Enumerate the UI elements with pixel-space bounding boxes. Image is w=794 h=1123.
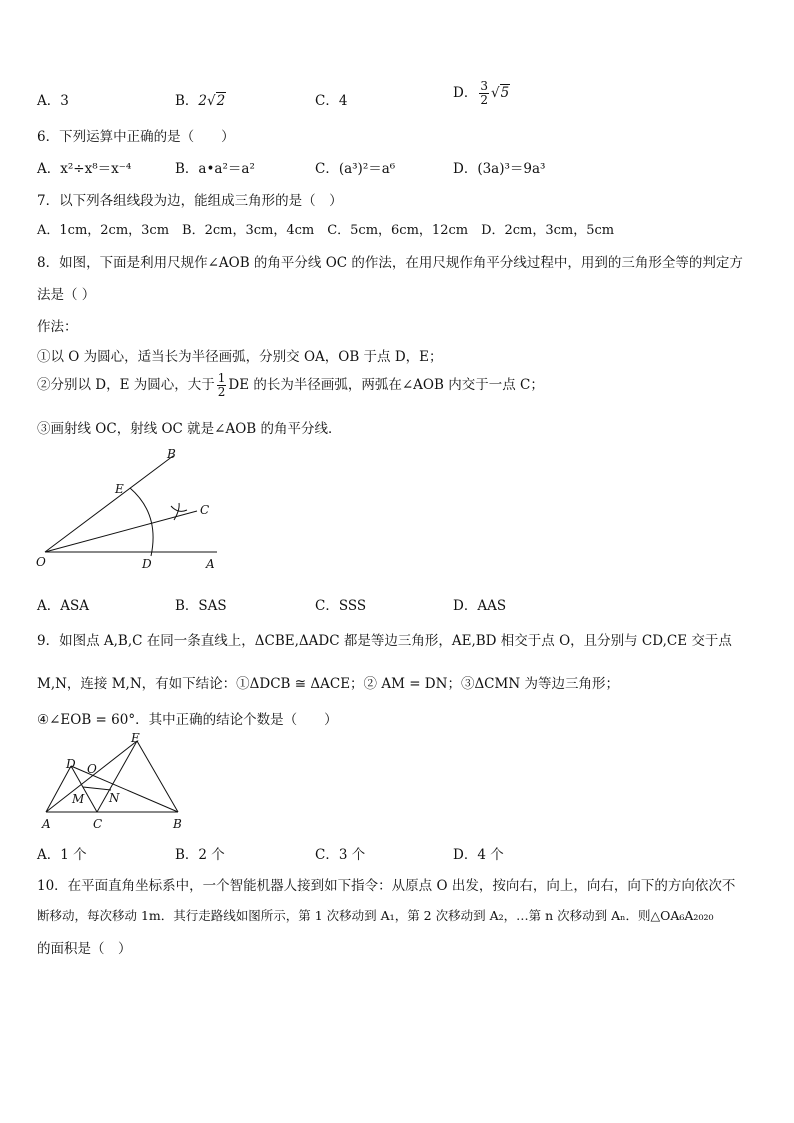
q6-option-b: B．a•a²＝a² — [175, 161, 255, 177]
q8-option-d: D．AAS — [453, 598, 507, 614]
fraction-denominator: 2 — [217, 385, 226, 399]
q8-step2-pre: ②分别以 D，E 为圆心，大于 — [37, 377, 215, 393]
fraction-numerator: 1 — [217, 371, 226, 385]
label-d: D — [142, 557, 152, 571]
fraction-denominator: 2 — [480, 93, 488, 107]
ray-ob — [45, 456, 173, 552]
label-c: C — [93, 817, 103, 831]
label-b: B — [173, 817, 182, 831]
q5-option-b-prefix: B． — [175, 93, 199, 109]
sqrt-symbol: √ — [207, 93, 216, 109]
q6-stem: 6．下列运算中正确的是（ ） — [37, 129, 235, 145]
q8-option-b: B．SAS — [175, 598, 227, 614]
label-n: N — [109, 791, 120, 805]
label-b: B — [167, 447, 176, 461]
segment-eb — [137, 741, 178, 812]
q8-step3: ③画射线 OC，射线 OC 就是∠AOB 的角平分线． — [37, 421, 342, 437]
q8-step2-fraction — [217, 372, 227, 399]
q10-stem-line2: 断移动，每次移动 1m．其行走路线如图所示，第 1 次移动到 A₁，第 2 次移动到 A₂，…第 n 次移动到 Aₙ．则△OA₆A₂₀₂₀ — [37, 908, 714, 923]
q9-equilateral-triangles-figure — [36, 730, 196, 832]
q9-stem-line1: 9．如图点 A,B,C 在同一条直线上，ΔCBE,ΔADC 都是等边三角形，AE,BD 相交于点 O，且分别与 CD,CE 交于点 — [37, 633, 732, 649]
q8-angle-bisector-figure — [30, 444, 230, 574]
q9-option-c: C．3 个 — [315, 847, 366, 863]
q8-method-title: 作法： — [37, 319, 78, 335]
label-a: A — [206, 557, 215, 571]
segment-mn — [83, 787, 111, 790]
q5-option-d-prefix: D． — [453, 85, 478, 101]
arc-de — [130, 488, 153, 556]
sqrt-symbol: √ — [490, 85, 500, 101]
label-e: E — [131, 731, 140, 745]
q5-option-d-fraction — [479, 80, 489, 107]
label-m: M — [72, 792, 85, 806]
q5-option-c: C．4 — [315, 93, 348, 109]
q8-step2-post: DE 的长为半径画弧，两弧在∠AOB 内交于一点 C； — [228, 377, 544, 393]
q8-stem-line2: 法是（ ） — [37, 287, 96, 303]
ray-oc — [45, 511, 197, 552]
q5-option-d-radicand: 5 — [500, 85, 510, 101]
q8-option-c: C．SSS — [315, 598, 367, 614]
q9-option-b: B．2 个 — [175, 847, 225, 863]
q5-option-d — [453, 80, 510, 107]
q5-option-b-coef: 2 — [198, 93, 208, 109]
label-c: C — [200, 503, 210, 517]
label-a: A — [42, 817, 51, 831]
q7-options: A．1cm，2cm，3cm B．2cm，3cm，4cm C．5cm，6cm，12cm D．2cm，3cm，5cm — [37, 223, 615, 238]
label-o: O — [87, 762, 97, 776]
q9-option-a: A．1 个 — [37, 847, 87, 863]
q8-stem-line1: 8．如图，下面是利用尺规作∠AOB 的角平分线 OC 的作法，在用尺规作角平分线过程中，用到的三角形全等的判定方 — [37, 255, 743, 271]
q5-option-b — [175, 89, 226, 109]
q6-option-c: C．(a³)²＝a⁶ — [315, 161, 396, 177]
segment-ad — [46, 766, 71, 812]
q9-option-d: D．4 个 — [453, 847, 504, 863]
label-e: E — [115, 482, 124, 496]
label-d: D — [66, 757, 76, 771]
q9-stem-line2: M,N，连接 M,N，有如下结论：①ΔDCB ≅ ΔACE；② AM = DN；③ΔCMN 为等边三角形； — [37, 676, 619, 692]
label-o: O — [36, 555, 46, 569]
q10-stem-line3: 的面积是（ ） — [37, 941, 132, 957]
fraction-numerator: 3 — [480, 79, 488, 93]
q8-step1: ①以 O 为圆心，适当长为半径画弧，分别交 OA，OB 于点 D，E； — [37, 349, 443, 365]
q6-option-a: A．x²÷x⁸＝x⁻⁴ — [37, 161, 132, 177]
q8-option-a: A．ASA — [37, 598, 89, 614]
q9-stem-line3: ④∠EOB = 60°．其中正确的结论个数是（ ） — [37, 712, 338, 728]
q10-stem-line1: 10．在平面直角坐标系中，一个智能机器人接到如下指令：从原点 O 出发，按向右，向上，向右，向下的方向依次不 — [37, 878, 736, 894]
q6-option-d: D．(3a)³＝9a³ — [453, 161, 546, 177]
q5-option-b-radicand: 2 — [216, 93, 226, 109]
q8-step2 — [37, 372, 544, 399]
q7-stem: 7．以下列各组线段为边，能组成三角形的是（ ） — [37, 193, 343, 209]
q5-option-a: A．3 — [37, 93, 69, 109]
